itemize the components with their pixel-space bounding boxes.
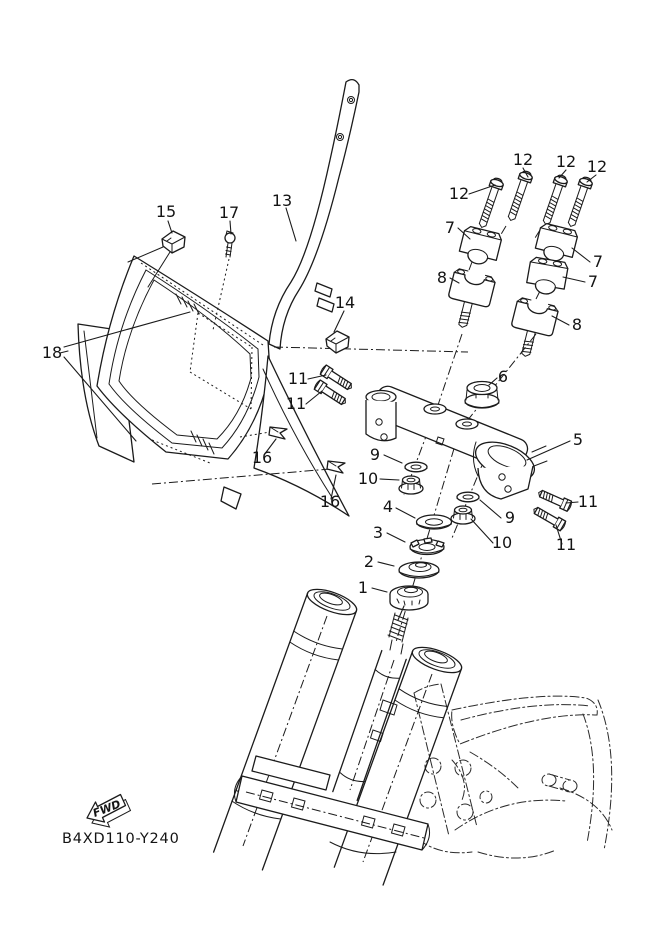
upper-bracket xyxy=(366,383,547,499)
part-callout-12: 12 xyxy=(555,152,577,171)
part-callout-5: 5 xyxy=(572,430,584,449)
part-callout-16: 16 xyxy=(319,492,341,511)
clamp-bolt xyxy=(505,170,534,223)
plate-clip-nut xyxy=(326,331,349,353)
part-callout-12: 12 xyxy=(448,184,470,203)
plate-screw xyxy=(225,231,235,257)
part-callout-12: 12 xyxy=(512,150,534,169)
part-callout-11: 11 xyxy=(555,535,577,554)
diagram-part-code: B4XD110-Y240 xyxy=(62,831,180,847)
part-callout-7: 7 xyxy=(592,252,604,271)
part-callout-4: 4 xyxy=(382,497,394,516)
part-callout-8: 8 xyxy=(571,315,583,334)
part-callout-16: 16 xyxy=(251,448,273,467)
steering-stem xyxy=(333,613,408,800)
part-callout-14: 14 xyxy=(334,293,356,312)
special-washer xyxy=(417,515,452,529)
washer-right xyxy=(457,492,479,502)
front-fork-assembly xyxy=(214,584,465,885)
clamp-bolt xyxy=(476,177,505,230)
part-callout-12: 12 xyxy=(586,157,608,176)
part-callout-11: 11 xyxy=(577,492,599,511)
part-callout-7: 7 xyxy=(587,272,599,291)
part-callout-18: 18 xyxy=(41,343,63,362)
clamp-bolt xyxy=(565,176,594,229)
bearing-cover xyxy=(399,562,439,578)
part-callout-2: 2 xyxy=(363,552,375,571)
flange-nut-left xyxy=(399,476,423,494)
fwd-label: FWD xyxy=(90,797,123,820)
part-callout-7: 7 xyxy=(444,218,456,237)
part-callout-3: 3 xyxy=(372,523,384,542)
part-callout-9: 9 xyxy=(504,508,516,527)
part-callout-11: 11 xyxy=(287,369,309,388)
part-callout-10: 10 xyxy=(491,533,513,552)
frame-phantom xyxy=(414,684,612,858)
upper-holder xyxy=(457,225,502,268)
steering-bearing xyxy=(390,586,428,610)
steering-stem-nut xyxy=(465,382,499,409)
plate-damper-clip xyxy=(327,461,345,473)
flange-nut-right xyxy=(451,506,475,524)
part-callout-8: 8 xyxy=(436,268,448,287)
washer-left xyxy=(405,462,427,472)
plate-clip-nut xyxy=(162,231,185,253)
fwd-marker xyxy=(87,795,131,828)
lower-holder xyxy=(505,297,559,361)
part-callout-1: 1 xyxy=(357,578,369,597)
part-callout-13: 13 xyxy=(271,191,293,210)
number-plate xyxy=(78,256,349,516)
pinch-bolt xyxy=(536,488,572,512)
part-callout-6: 6 xyxy=(497,367,509,386)
lower-bracket xyxy=(234,756,429,854)
upper-holder xyxy=(525,256,568,297)
part-callout-15: 15 xyxy=(155,202,177,221)
part-callout-9: 9 xyxy=(369,445,381,464)
part-callout-11: 11 xyxy=(285,394,307,413)
part-callout-10: 10 xyxy=(357,469,379,488)
clamp-bolt xyxy=(540,174,569,227)
part-callout-17: 17 xyxy=(218,203,240,222)
steering-ring-nut xyxy=(410,538,444,555)
